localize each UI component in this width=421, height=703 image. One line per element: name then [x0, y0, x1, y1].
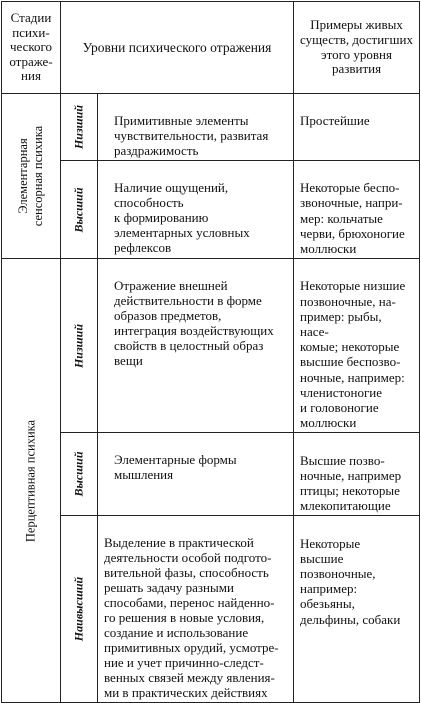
- level-description-text: Выделение в практической деятельности особой подгото- вительной фазы, способность решать задачу разными способами, перенос найденно- го решения в новые условия, создание и использование примитивных орудий, усмотре- ние и учет причинно-следст- венных связей между явления- ми в практических действиях: [104, 535, 279, 701]
- table-row: [2, 259, 420, 433]
- table-row: [2, 94, 420, 161]
- stage-name: Перцептивная психика: [23, 419, 38, 542]
- header-examples: [294, 2, 420, 94]
- level-description-text: Наличие ощущений, способность к формированию элементарных условных рефлексов: [114, 180, 250, 255]
- psyche-stages-table: [1, 1, 420, 703]
- level-description: [98, 94, 294, 161]
- stage-cell-sensory: [2, 94, 61, 259]
- stage-name: Элементарная сенсорная психика: [16, 125, 45, 227]
- level-description: [98, 433, 294, 516]
- examples-cell: [294, 516, 420, 703]
- level-description-text: Отражение внешней действительности в форме образов предметов, интеграция воздействующих свойств в целостный образ вещи: [114, 278, 274, 369]
- examples-cell: [294, 259, 420, 433]
- examples-text: Некоторые беспо- звоночные, напри- мер: кольчатые черви, брюхоногие моллюски: [300, 180, 405, 257]
- sublevel-cell: [61, 259, 98, 433]
- table-row: [2, 161, 420, 259]
- level-description: [98, 161, 294, 259]
- header-stage-text: Стадии психи- ческого отраже- ния: [9, 10, 53, 84]
- examples-text: Простейшие: [300, 113, 370, 129]
- header-examples-text: Примеры живых существ, достигших этого уровня развития: [300, 17, 413, 77]
- header-levels: [61, 2, 294, 94]
- level-description: [98, 516, 294, 703]
- sublevel-name: Низший: [71, 323, 86, 368]
- sublevel-name: Высший: [71, 187, 86, 233]
- sublevel-name: Высший: [71, 451, 86, 497]
- examples-cell: [294, 94, 420, 161]
- header-stage: [2, 2, 61, 94]
- sublevel-name: Низший: [71, 104, 86, 150]
- examples-text: Некоторые высшие позвоночные, например: обезьяны, дельфины, собаки: [300, 535, 401, 627]
- examples-cell: [294, 433, 420, 516]
- examples-cell: [294, 161, 420, 259]
- table-row: [2, 516, 420, 703]
- sublevel-cell: [61, 433, 98, 516]
- sublevel-cell: [61, 94, 98, 161]
- level-description-text: Примитивные элементы чувствительности, развитая раздражимость: [114, 113, 269, 158]
- stage-cell-perceptive: [2, 259, 61, 703]
- sublevel-cell: [61, 516, 98, 703]
- header-levels-text: Уровни психического отражения: [82, 40, 272, 55]
- table-row: [2, 433, 420, 516]
- level-description-text: Элементарные формы мышления: [114, 452, 237, 483]
- sublevel-cell: [61, 161, 98, 259]
- header-row: [2, 2, 420, 94]
- examples-text: Высшие позво- ночные, например птицы; некоторые млекопитающие: [300, 452, 402, 514]
- examples-text: Некоторые низшие позвоночные, на- пример: рыбы, насе- комые; некоторые высшие беспозво- ночные, например: членистоногие и головоногие моллюски: [300, 278, 406, 431]
- sublevel-name: Наивысший: [71, 577, 86, 642]
- level-description: [98, 259, 294, 433]
